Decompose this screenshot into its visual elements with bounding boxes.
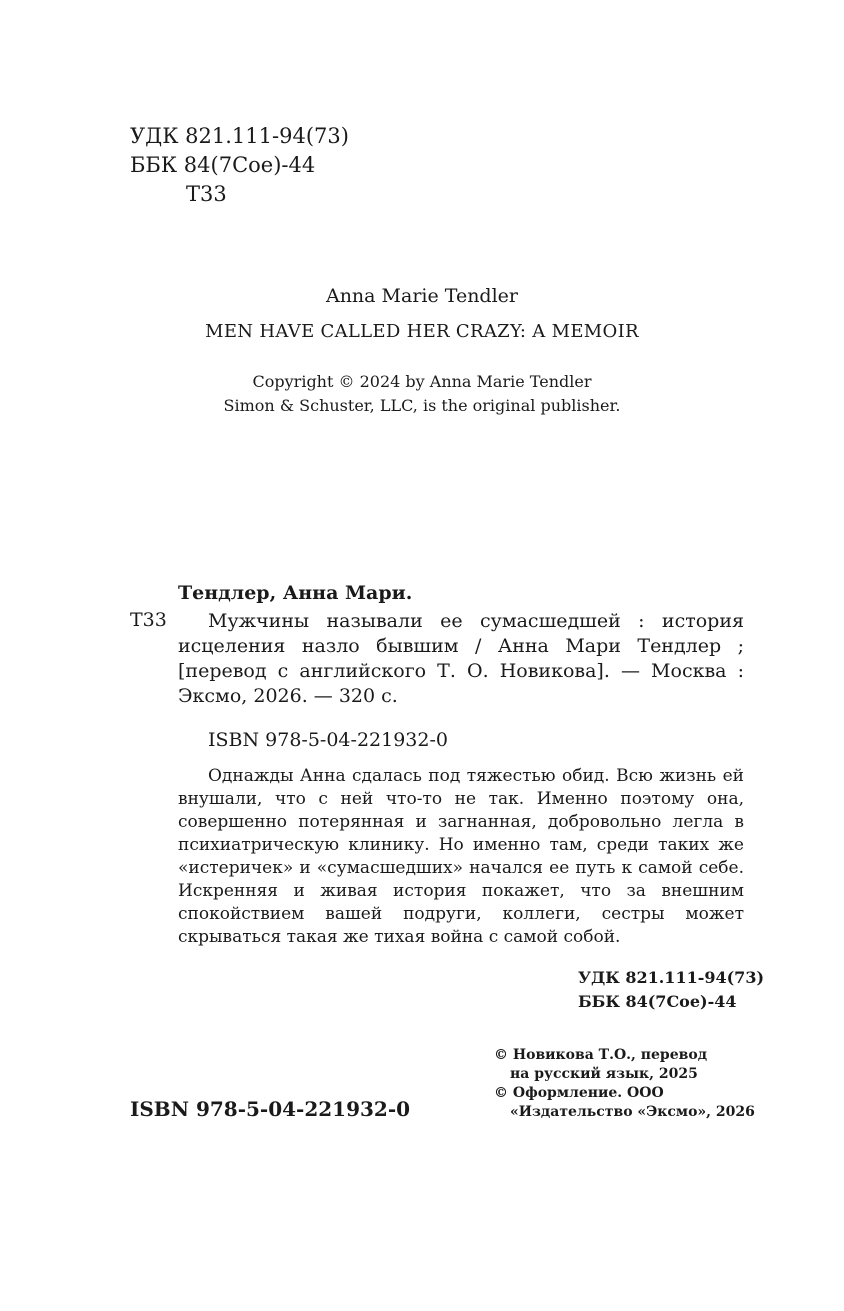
catalog-isbn: ISBN 978-5-04-221932-0 [208,729,448,751]
isbn-bold: ISBN 978-5-04-221932-0 [130,1097,411,1121]
original-copyright [0,370,844,418]
catalog-author-heading: Тендлер, Анна Мари. [178,582,413,604]
bibliographic-description: Мужчины называли ее сумасшедшей : история исцеления назло бывшим / Анна Мари Тендлер ; [перевод с английского Т. О. Новикова]. — Москва : Эксмо, 2026. — 320 с. [178,610,744,707]
udk-code: УДК 821.111-94(73) [130,124,349,148]
copyright-line-2: Simon & Schuster, LLC, is the original publisher. [223,396,621,415]
bbk-code: ББК 84(7Сое)-44 [130,153,316,177]
author-mark: Т33 [186,182,227,206]
classification-codes-top [130,122,349,209]
book-annotation: Однажды Анна сдалась под тяжестью обид. Всю жизнь ей внушали, что с ней что-то не так. Именно поэтому она, совершенно потерянная и загнанная, добровольно легла в психиатрическую клинику. Но именно там, среди таких же «истеричек» и «сумасшедших» начался ее путь к самой себе. Искренняя и живая история покажет, что за внешним спокойствием вашей подруги, коллеги, сестры может скрываться такая же тихая война с самой собой. [178,766,744,947]
udk-code-bold: УДК 821.111-94(73) [578,968,765,987]
russian-copyright [494,1046,755,1122]
design-copyright-2: «Издательство «Эксмо», 2026 [510,1104,755,1120]
design-copyright-1: © Оформление. ООО [494,1085,664,1101]
original-author: Anna Marie Tendler [325,285,519,307]
copyright-line-1: Copyright © 2024 by Anna Marie Tendler [252,372,592,391]
bbk-code-bold: ББК 84(7Сое)-44 [578,992,737,1011]
translation-copyright-1: © Новикова Т.О., перевод [494,1047,708,1063]
translation-copyright-2: на русский язык, 2025 [510,1066,698,1082]
original-title: MEN HAVE CALLED HER CRAZY: A MEMOIR [205,321,639,342]
catalog-author-mark: Т33 [130,609,167,631]
classification-codes-bottom [578,966,764,1014]
